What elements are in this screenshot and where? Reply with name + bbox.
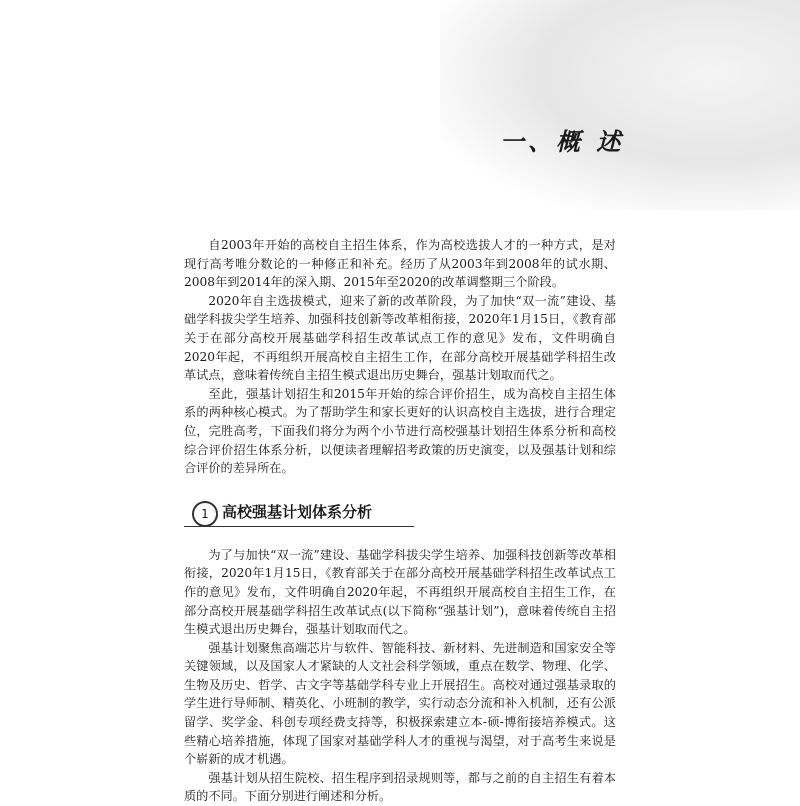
intro-paragraph-3: 至此，强基计划招生和2015年开始的综合评价招生，成为高校自主招生体系的两种核心模式。为了帮助学生和家长更好的认识高校自主选拔，进行合理定位，完胜高考，下面我们将分为两个小节进行高校强基计划招生体系分析和高校综合评价招生体系分析，以便读者理解招考政策的历史演变，以及强基计划和综合评价的差异所在。: [184, 386, 616, 476]
section-paragraph-2: 强基计划聚焦高端芯片与软件、智能科技、新材料、先进制造和国家安全等关键领域，以及国家人才紧缺的人文社会科学领域，重点在数学、物理、化学、生物及历史、哲学、古文字等基础学科专业上开展招生。高校对通过强基录取的学生进行导师制、精英化、小班制的教学，实行动态分流和补入机制，还有公派留学、奖学金、科创专项经费支持等，积极探索建立本-硕-博衔接培养模式。这些精心培养措施，体现了国家对基础学科人才的重视与渴望，对于高考生来说是个崭新的成才机遇。: [184, 640, 616, 767]
chapter-corner-photo: [440, 0, 800, 210]
page-body: [184, 236, 616, 806]
chapter-title: 一、概 述: [500, 127, 625, 156]
section-number: 1: [192, 501, 218, 527]
intro-paragraph-2: 2020年自主选拔模式，迎来了新的改革阶段，为了加快“双一流”建设、基础学科拔尖学生培养、加强科技创新等改革相衔接，2020年1月15日，《教育部关于在部分高校开展基础学科招生改革试点工作的意见》发布，文件明确自2020年起，不再组织开展高校自主招生工作，在部分高校开展基础学科招生改革试点，意味着传统自主招生模式退出历史舞台，强基计划取而代之。: [184, 293, 616, 383]
intro-paragraph-1: 自2003年开始的高校自主招生体系，作为高校选拔人才的一种方式，是对现行高考唯分数论的一种修正和补充。经历了从2003年到2008年的试水期、2008年到2014年的深入期、2015年至2020的改革调整期三个阶段。: [184, 238, 616, 290]
section-paragraph-1: 为了与加快“双一流”建设、基础学科拔尖学生培养、加强科技创新等改革相衔接，2020年1月15日，《教育部关于在部分高校开展基础学科招生改革试点工作的意见》发布，文件明确自2020年起，不再组织开展高校自主招生工作，在部分高校开展基础学科招生改革试点(以下简称“强基计划”)，意味着传统自主招生模式退出历史舞台，强基计划取而代之。: [184, 547, 616, 637]
section-title: 高校强基计划体系分析: [222, 502, 373, 521]
section-heading: [184, 500, 616, 528]
section-underline: [184, 526, 414, 527]
section-paragraph-3: 强基计划从招生院校、招生程序到招录规则等，都与之前的自主招生有着本质的不同。下面分别进行阐述和分析。: [184, 770, 616, 804]
